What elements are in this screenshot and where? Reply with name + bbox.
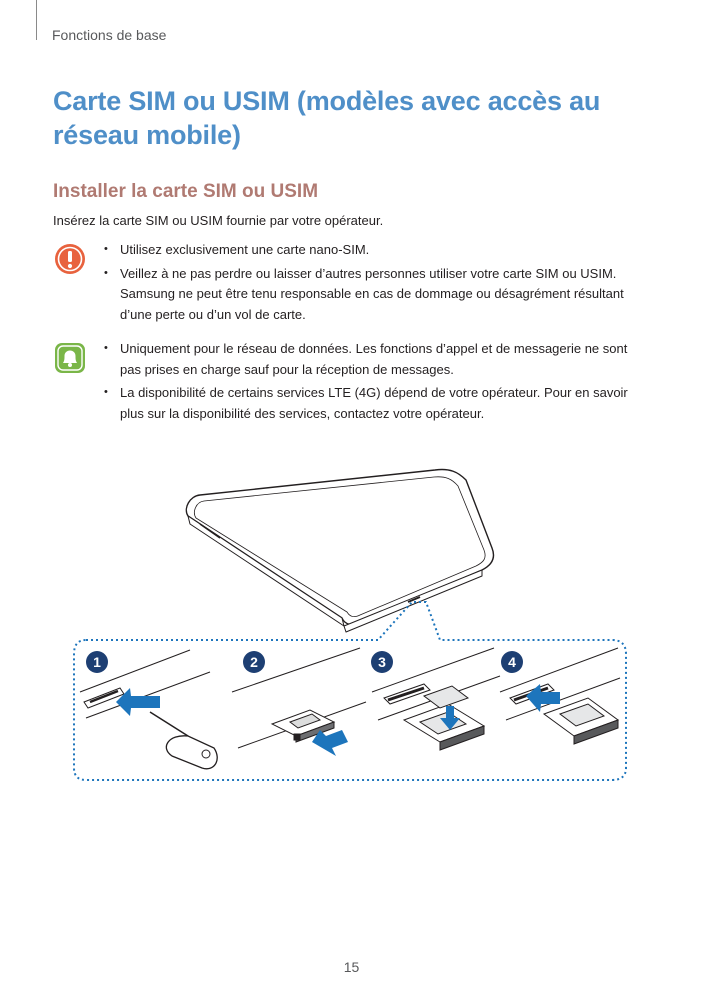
warning-item: • Veillez à ne pas perdre ou laisser d’autres personnes utiliser votre carte SIM ou USIM. Samsung ne peut être tenu responsable en cas de dommage ou désagrément résultant d’une perte ou d’un vol de carte. [104, 264, 644, 326]
notice-list [104, 339, 644, 427]
tablet-illustration [186, 469, 493, 632]
page-title: Carte SIM ou USIM (modèles avec accès au réseau mobile) [53, 86, 601, 150]
section-title: Installer la carte SIM ou USIM [53, 181, 319, 202]
page-corner-mark [36, 0, 37, 40]
warning-list [104, 240, 644, 328]
warning-icon [54, 243, 86, 275]
step-number: 2 [250, 654, 258, 670]
notice-item: • Uniquement pour le réseau de données. Les fonctions d’appel et de messagerie ne sont pas prises en charge sauf pour la réception de messages. [104, 339, 644, 380]
sim-install-illustration [0, 430, 703, 800]
step-number: 3 [378, 654, 386, 670]
step-badge [243, 651, 265, 673]
step-number: 1 [93, 654, 101, 670]
step-badge [86, 651, 108, 673]
step-badge [501, 651, 523, 673]
warning-item: • Utilisez exclusivement une carte nano-SIM. [104, 240, 644, 261]
pull-arrow [312, 730, 348, 756]
step-number: 4 [508, 654, 516, 670]
bell-icon [54, 342, 86, 374]
running-header: Fonctions de base [52, 27, 167, 43]
step-badge [371, 651, 393, 673]
intro-text: Insérez la carte SIM ou USIM fournie par votre opérateur. [53, 213, 384, 228]
page-number: 15 [343, 959, 360, 975]
notice-item: • La disponibilité de certains services LTE (4G) dépend de votre opérateur. Pour en savoir plus sur la disponibilité des services, contactez votre opérateur. [104, 383, 644, 424]
